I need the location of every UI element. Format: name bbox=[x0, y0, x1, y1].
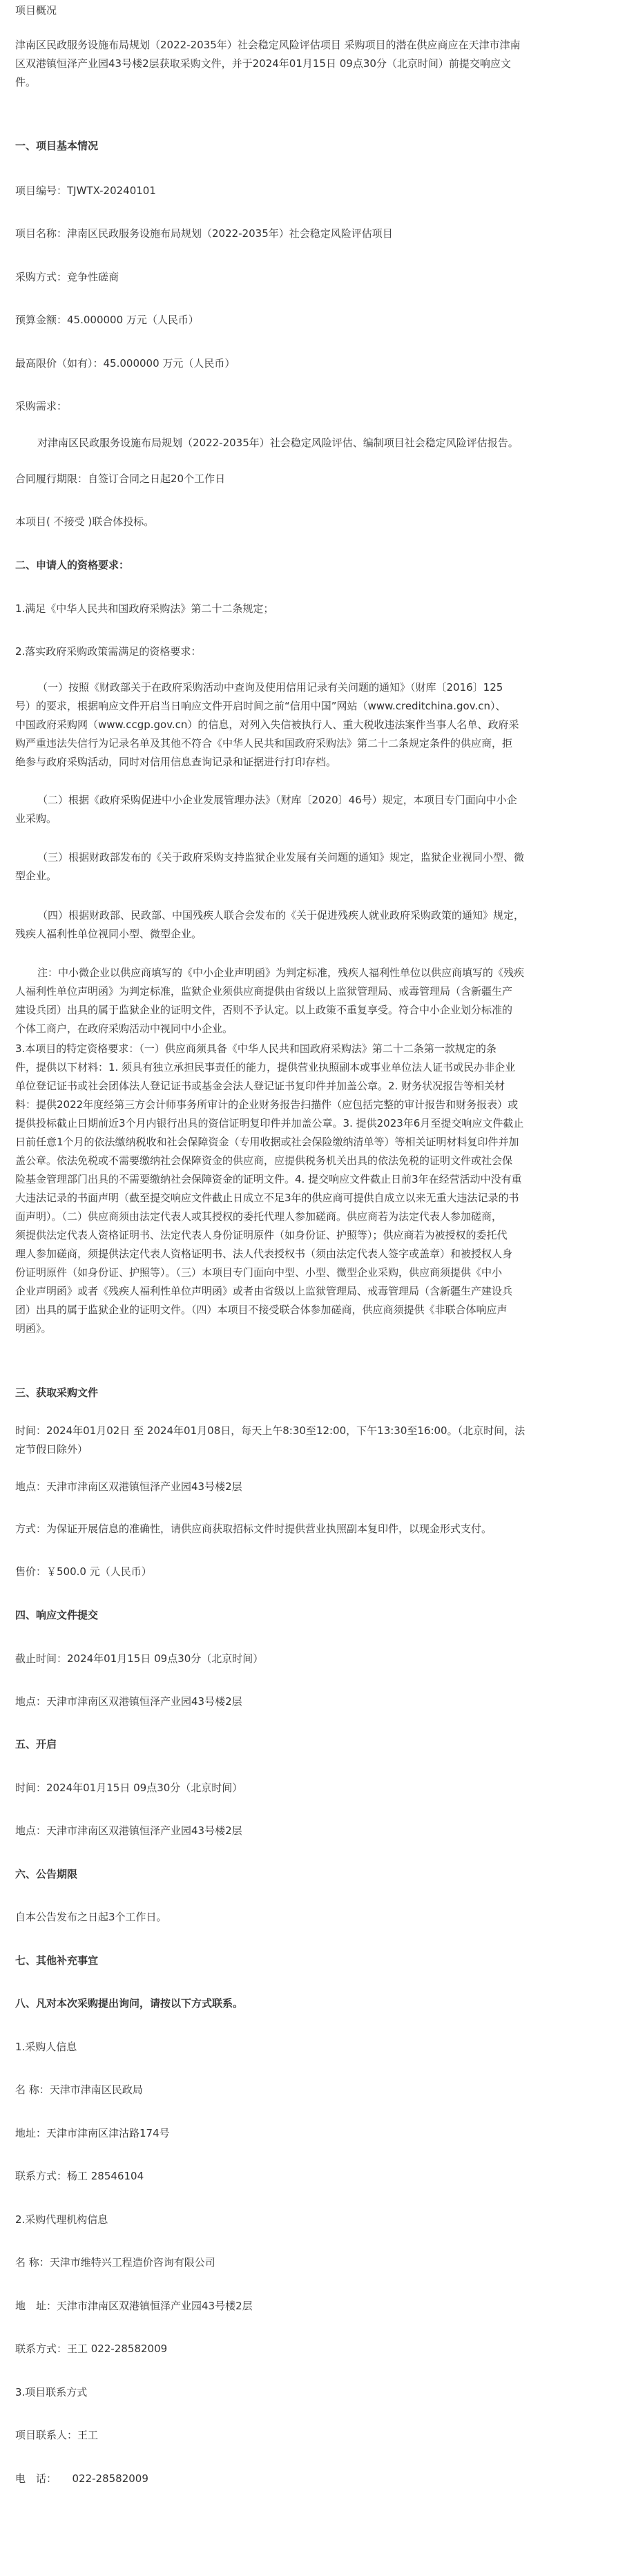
qualification-item-1: 1.满足《中华人民共和国政府采购法》第二十二条规定； bbox=[15, 602, 274, 615]
section-5-title: 五、开启 bbox=[15, 1738, 57, 1750]
section-1-title: 一、项目基本情况 bbox=[15, 140, 99, 152]
policy-paragraph-4: （四）根据财政部、民政部、中国残疾人联合会发布的《关于促进残疾人就业政府采购政策的通知》规定， 残疾人福利性单位视同小型、微型企业。 bbox=[15, 909, 525, 940]
obtain-time: 时间：2024年01月02日 至 2024年01月08日，每天上午8:30至12:00，下午13:30至16:00。（北京时间，法 定节假日除外） bbox=[15, 1424, 526, 1456]
section-2-title: 二、申请人的资格要求： bbox=[15, 559, 130, 571]
policy-paragraph-2: （二）根据《政府采购促进中小企业发展管理办法》（财库〔2020〕46号）规定，本项目专门面向中小企 业采购。 bbox=[15, 794, 517, 825]
section-4-title: 四、响应文件提交 bbox=[15, 1609, 99, 1621]
max-price: 最高限价（如有）：45.000000 万元（人民币） bbox=[15, 357, 235, 370]
procurement-method: 采购方式：竞争性磋商 bbox=[15, 271, 119, 283]
agent-info-label: 2.采购代理机构信息 bbox=[15, 2213, 108, 2226]
policy-note: 注：中小微企业以供应商填写的《中小企业声明函》为判定标准，残疾人福利性单位以供应商填写的《残疾 人福利性单位声明函》为判定标准，监狱企业须供应商提供由省级以上监狱管理局、戒毒管理局（含新疆生产 建设兵团）出具的属于监狱企业的证明文件，否则不予认定。以上政策不重复享受。符合中小企业划分标准的 个体工商户，在政府采购活动中视同中小企业。 bbox=[15, 966, 525, 1035]
overview-text: 津南区民政服务设施布局规划（2022-2035年）社会稳定风险评估项目 采购项目的潜在供应商应在天津市津南 区双港镇恒泽产业园43号楼2层获取采购文件，并于2024年01月15日 09点30分（北京时间）前提交响应文 件。 bbox=[15, 39, 521, 88]
obtain-way: 方式：为保证开展信息的准确性，请供应商获取招标文件时提供营业执照副本复印件，以现金形式支付。 bbox=[15, 1523, 492, 1535]
section-7-title: 七、其他补充事宜 bbox=[15, 1954, 99, 1967]
project-contact-label: 3.项目联系方式 bbox=[15, 2386, 88, 2398]
buyer-name: 名 称：天津市津南区民政局 bbox=[15, 2083, 143, 2096]
buyer-contact: 联系方式：杨工 28546104 bbox=[15, 2170, 144, 2182]
obtain-place: 地点：天津市津南区双港镇恒泽产业园43号楼2层 bbox=[15, 1480, 242, 1493]
opening-time: 时间：2024年01月15日 09点30分（北京时间） bbox=[15, 1782, 243, 1794]
section-3-title: 三、获取采购文件 bbox=[15, 1386, 99, 1399]
project-name: 项目名称：津南区民政服务设施布局规划（2022-2035年）社会稳定风险评估项目 bbox=[15, 227, 393, 240]
notice-period: 自本公告发布之日起3个工作日。 bbox=[15, 1911, 167, 1923]
buyer-info-label: 1.采购人信息 bbox=[15, 2041, 77, 2053]
budget-amount: 预算金额：45.000000 万元（人民币） bbox=[15, 314, 199, 326]
submit-place: 地点：天津市津南区双港镇恒泽产业园43号楼2层 bbox=[15, 1695, 242, 1708]
opening-place: 地点：天津市津南区双港镇恒泽产业园43号楼2层 bbox=[15, 1824, 242, 1837]
project-number: 项目编号：TJWTX-20240101 bbox=[15, 184, 156, 197]
policy-paragraph-1: （一）按照《财政部关于在政府采购活动中查询及使用信用记录有关问题的通知》（财库〔2016〕125 号）的要求，根据响应文件开启当日响应文件开启时间之前“信用中国”网站（www.creditchina.gov.cn）、 中国政府采购网（www.ccgp.gov.cn）的信息，对列入失信被执行人、重大税收违法案件当事人名单、政府采 购严重违法失信行为记录名单及其他不符合《中华人民共和国政府采购法》第二十二条规定条件的供应商，拒 绝参与政府采购活动，同时对信用信息查询记录和证据进行打印存档。 bbox=[15, 681, 519, 768]
contract-term: 合同履行期限：自签订合同之日起20个工作日 bbox=[15, 473, 226, 485]
overview-label: 项目概况 bbox=[15, 4, 57, 17]
section-8-title: 八、凡对本次采购提出询问，请按以下方式联系。 bbox=[15, 1997, 244, 2010]
project-contact-person: 项目联系人：王工 bbox=[15, 2429, 99, 2441]
policy-paragraph-3: （三）根据财政部发布的《关于政府采购支持监狱企业发展有关问题的通知》规定，监狱企业视同小型、微 型企业。 bbox=[15, 851, 525, 882]
buyer-address: 地址：天津市津南区津沽路174号 bbox=[15, 2127, 170, 2139]
submit-deadline: 截止时间：2024年01月15日 09点30分（北京时间） bbox=[15, 1652, 264, 1665]
document-price: 售价：￥500.0 元（人民币） bbox=[15, 1565, 152, 1578]
agent-contact: 联系方式：王工 022-28582009 bbox=[15, 2343, 168, 2355]
need-label: 采购需求： bbox=[15, 400, 68, 412]
agent-address: 地 址：天津市津南区双港镇恒泽产业园43号楼2层 bbox=[15, 2300, 253, 2312]
agent-name: 名 称：天津市维特兴工程造价咨询有限公司 bbox=[15, 2256, 215, 2269]
specific-qualification: 3.本项目的特定资格要求：（一）供应商须具备《中华人民共和国政府采购法》第二十二条第一款规定的条 件，提供以下材料：1. 须具有独立承担民事责任的能力，提供营业执照副本或事业单位法人证书或民办非企业 单位登记证书或社会团体法人登记证书或基金会法人登记证书复印件并加盖公章。2. 财务状况报告等相关材 料：提供2022年度经第三方会计师事务所审计的企业财务报告扫描件（应包括完整的审计报告和财务报表）或 提供投标截止日期前近3个月内银行出具的资信证明复印件并加盖公章。3. 提供2023年6月至提交响应文件截止 日前任意1个月的依法缴纳税收和社会保障资金（专用收据或社会保险缴纳清单等）等相关证明材料复印件并加 盖公章。依法免税或不需要缴纳社会保障资金的供应商，应提供税务机关出具的依法免税的证明文件或社会保 险基金管理部门出具的不需要缴纳社会保障资金的证明文件。4. 提交响应文件截止日前3年在经营活动中没有重 大违法记录的书面声明（截至提交响应文件截止日成立不足3年的供应商可提供自成立以来无重大违法记录的书 面声明）。（二）供应商须由法定代表人或其授权的委托代理人参加磋商。供应商若为法定代表人参加磋商， 须提供法定代表人资格证明书、法定代表人身份证明原件（如身份证、护照等）；供应商若为被授权的委托代 理人参加磋商，须提供法定代表人资格证明书、法人代表授权书（须由法定代表人签字或盖章）和被授权人身 份证明原件（如身份证、护照等）。（三）本项目专门面向中型、小型、微型企业采购，供应商须提供《中小 企业声明函》或者《残疾人福利性单位声明函》或者由省级以上监狱管理局、戒毒管理局（含新疆生产建设兵 团）出具的属于监狱企业的证明文件。（四）本项目不接受联合体参加磋商，供应商须提供《非联合体响应声 明函》。 bbox=[15, 1042, 524, 1335]
need-text: 对津南区民政服务设施布局规划（2022-2035年）社会稳定风险评估、编制项目社会稳定风险评估报告。 bbox=[37, 437, 519, 449]
section-6-title: 六、公告期限 bbox=[15, 1868, 78, 1880]
project-contact-phone: 电 话： 022-28582009 bbox=[15, 2472, 148, 2485]
consortium-note: 本项目( 不接受 )联合体投标。 bbox=[15, 515, 155, 528]
qualification-item-2: 2.落实政府采购政策需满足的资格要求： bbox=[15, 645, 202, 658]
